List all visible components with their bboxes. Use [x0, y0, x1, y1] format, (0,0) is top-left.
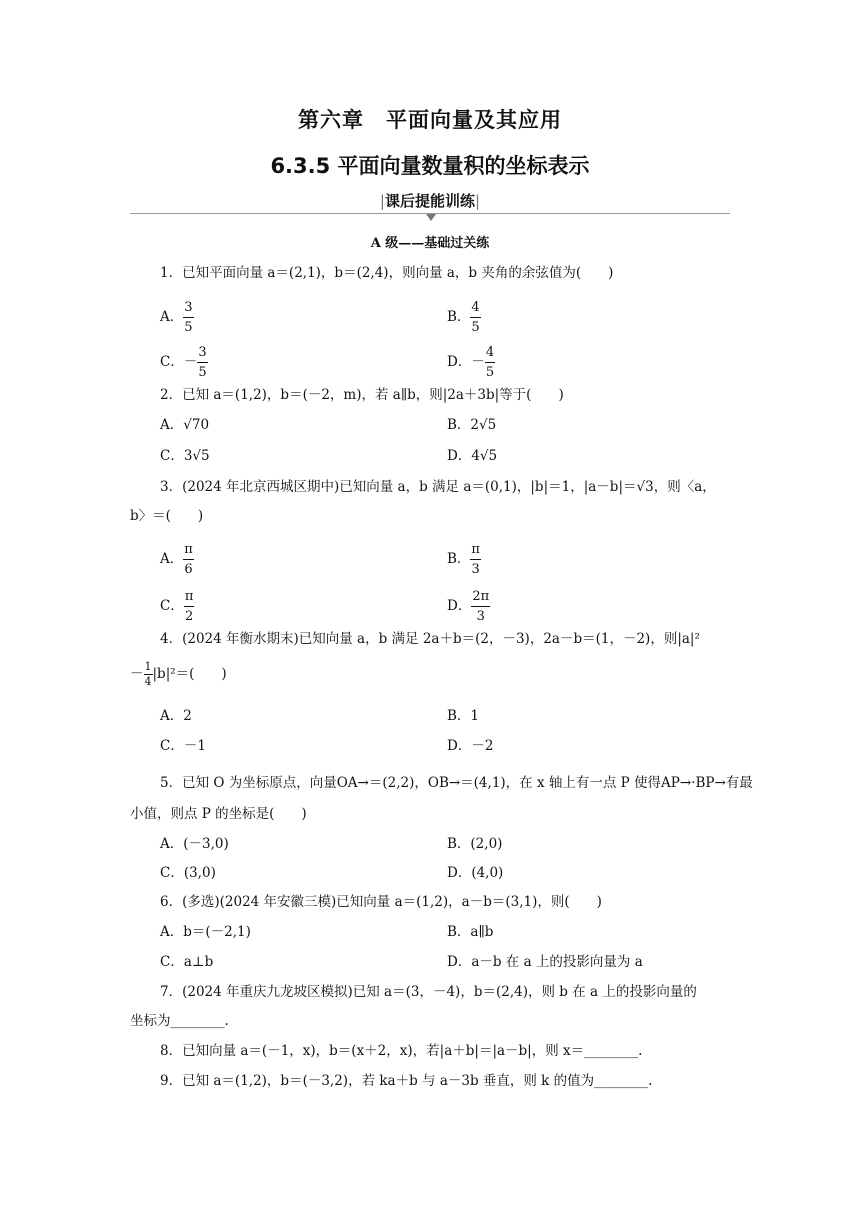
question-3-stem-line2: b〉＝( )	[130, 508, 204, 524]
question-5-stem-line1: 5．已知 O 为坐标原点，向量OA→＝(2,2)，OB→＝(4,1)，在 x 轴上有一点 P 使得AP→·BP→有最	[160, 775, 753, 791]
question-7-stem-line1: 7．(2024 年重庆九龙坡区模拟)已知 a＝(3，－4)，b＝(2,4)，则 b 在 a 上的投影向量的	[160, 984, 697, 1000]
question-4-stem-line2: － $\frac{1}{4}$ |b|²＝( )	[130, 660, 227, 688]
question-1-stem: 1．已知平面向量 a＝(2,1)，b＝(2,4)，则向量 a，b 夹角的余弦值为( )	[160, 265, 614, 281]
q2-option-a[interactable]: A．√70	[160, 417, 210, 433]
q1-option-b[interactable]: B． $\frac{4}{5}$	[447, 300, 480, 335]
q6-option-b[interactable]: B．a∥b	[447, 924, 494, 940]
question-2-stem: 2．已知 a＝(1,2)，b＝(－2，m)，若 a∥b，则|2a＋3b|等于( )	[160, 387, 564, 403]
q6-option-a[interactable]: A．b＝(－2,1)	[160, 924, 251, 940]
q4-option-a[interactable]: A．2	[160, 708, 192, 724]
q6-option-d[interactable]: D．a－b 在 a 上的投影向量为 a	[447, 954, 643, 970]
q4-option-b[interactable]: B．1	[447, 708, 480, 724]
question-8-stem: 8．已知向量 a＝(－1，x)，b＝(x＋2，x)，若|a＋b|＝|a－b|，则 x＝________.	[160, 1043, 643, 1059]
question-3-stem-line1: 3．(2024 年北京西城区期中)已知向量 a，b 满足 a＝(0,1)，|b|＝1，|a－b|＝√3，则〈a，	[160, 479, 716, 495]
q4-option-d[interactable]: D．－2	[447, 738, 494, 754]
q3-option-a[interactable]: A． $\frac{\pi}{6}$	[160, 542, 193, 577]
question-6-stem: 6．(多选)(2024 年安徽三模)已知向量 a＝(1,2)，a－b＝(3,1)，则( )	[160, 894, 602, 910]
exercise-banner: |课后提能训练|	[379, 192, 481, 210]
question-4-stem-line1: 4．(2024 年衡水期末)已知向量 a，b 满足 2a＋b＝(2，－3)，2a－b＝(1，－2)，则|a|²	[160, 631, 700, 647]
question-9-stem: 9．已知 a＝(1,2)，b＝(－3,2)，若 ka＋b 与 a－3b 垂直，则 k 的值为________.	[160, 1073, 653, 1089]
q1-option-c[interactable]: C．－ $\frac{3}{5}$	[160, 345, 207, 380]
q3-option-d[interactable]: D． $\frac{2\pi}{3}$	[447, 589, 490, 624]
level-heading: A 级——基础过关练	[370, 236, 490, 251]
question-5-stem-line2: 小值，则点 P 的坐标是( )	[130, 806, 307, 822]
q1-option-d[interactable]: D．－ $\frac{4}{5}$	[447, 345, 495, 380]
question-7-stem-line2: 坐标为________.	[130, 1013, 229, 1029]
q3-option-c[interactable]: C． $\frac{\pi}{2}$	[160, 589, 194, 624]
triangle-marker-icon	[426, 214, 436, 221]
q1-option-a[interactable]: A． $\frac{3}{5}$	[160, 300, 193, 335]
section-title: 6.3.5 平面向量数量积的坐标表示	[270, 154, 590, 178]
q5-option-a[interactable]: A．(－3,0)	[160, 836, 229, 852]
q4-option-c[interactable]: C．－1	[160, 738, 206, 754]
q6-option-c[interactable]: C．a⊥b	[160, 954, 214, 970]
q2-option-d[interactable]: D．4√5	[447, 448, 498, 464]
q2-option-b[interactable]: B．2√5	[447, 417, 497, 433]
q2-option-c[interactable]: C．3√5	[160, 448, 210, 464]
chapter-title: 第六章 平面向量及其应用	[298, 108, 562, 132]
banner-text: 课后提能训练	[384, 192, 475, 210]
q5-option-d[interactable]: D．(4,0)	[447, 865, 504, 881]
q5-option-b[interactable]: B．(2,0)	[447, 836, 503, 852]
q3-option-b[interactable]: B． $\frac{\pi}{3}$	[447, 542, 480, 577]
q5-option-c[interactable]: C．(3,0)	[160, 865, 216, 881]
